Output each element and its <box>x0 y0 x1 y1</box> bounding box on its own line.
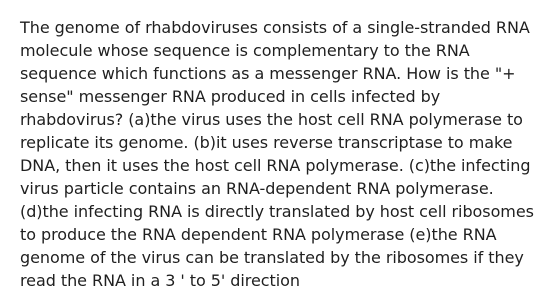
question-line: replicate its genome. (b)it uses reverse transcriptase to make <box>20 133 513 152</box>
question-line: virus particle contains an RNA-dependent RNA polymerase. <box>20 179 494 198</box>
question-line: DNA, then it uses the host cell RNA polymerase. (c)the infecting <box>20 156 531 175</box>
question-line: sequence which functions as a messenger RNA. How is the "+ <box>20 64 516 83</box>
question-text <box>20 16 550 292</box>
question-line: rhabdovirus? (a)the virus uses the host cell RNA polymerase to <box>20 110 523 129</box>
question-line: read the RNA in a 3 ' to 5' direction <box>20 271 300 290</box>
question-line: molecule whose sequence is complementary to the RNA <box>20 41 470 60</box>
question-line: sense" messenger RNA produced in cells infected by <box>20 87 441 106</box>
question-line: genome of the virus can be translated by the ribosomes if they <box>20 248 524 267</box>
question-line: The genome of rhabdoviruses consists of a single-stranded RNA <box>20 18 530 37</box>
question-line: (d)the infecting RNA is directly translated by host cell ribosomes <box>20 202 534 221</box>
question-line: to produce the RNA dependent RNA polymerase (e)the RNA <box>20 225 497 244</box>
